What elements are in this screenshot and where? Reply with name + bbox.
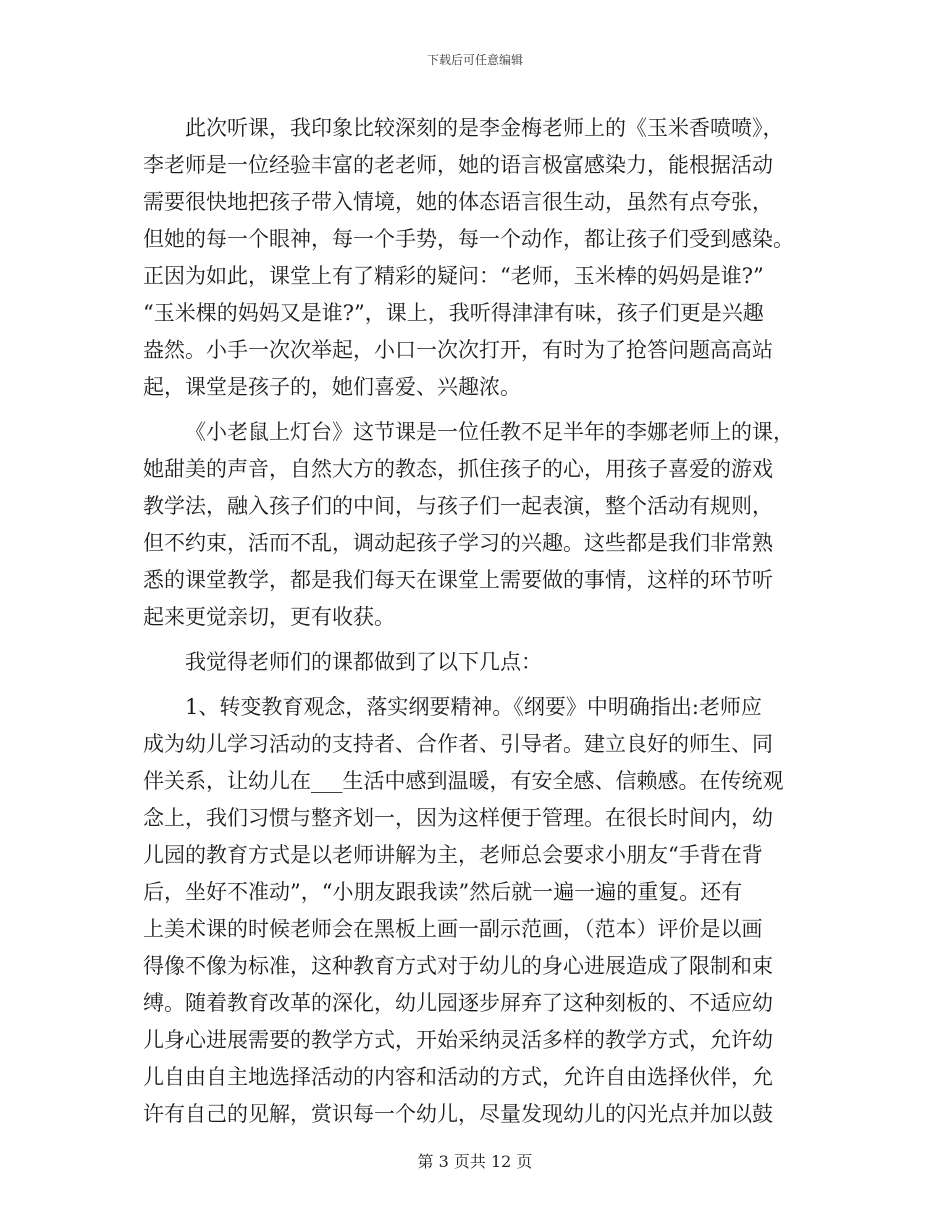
paragraph-line: 悉的课堂教学，都是我们每天在课堂上需要做的事情，这样的环节听 [143, 568, 773, 592]
paragraph-line: 我觉得老师们的课都做到了以下几点： [185, 650, 542, 674]
paragraph-line: 儿园的教育方式是以老师讲解为主，老师总会要求小朋友“手背在背 [143, 843, 763, 867]
paragraph-line: 后，坐好不准动”，“小朋友跟我读”然后就一遍一遍的重复。还有 [143, 880, 743, 904]
paragraph-line: 正因为如此，课堂上有了精彩的疑问：“老师，玉米棒的妈妈是谁?” [143, 264, 764, 288]
paragraph-line: 李老师是一位经验丰富的老老师，她的语言极富感染力，能根据活动 [143, 153, 773, 177]
paragraph-line: 念上，我们习惯与整齐划一，因为这样便于管理。在很长时间内，幼 [143, 806, 773, 830]
paragraph-line: 上美术课的时候老师会在黑板上画一副示范画，（范本）评价是以画 [143, 917, 763, 941]
page-header: 下载后可任意编辑 [426, 53, 523, 67]
paragraph-line: 儿自由自主地选择活动的内容和活动的方式，允许自由选择伙伴，允 [143, 1065, 773, 1089]
paragraph-line: “玉米棵的妈妈又是谁?”，课上，我听得津津有味，孩子们更是兴趣 [143, 301, 764, 325]
paragraph-line: 儿身心进展需要的教学方式，开始采纳灵活多样的教学方式，允许幼 [143, 1028, 773, 1052]
paragraph-line: 教学法，融入孩子们的中间，与孩子们一起表演，整个活动有规则， [143, 494, 773, 518]
paragraph-line: 盎然。小手一次次举起，小口一次次打开，有时为了抢答问题高高站 [143, 338, 773, 362]
paragraph-line: 起，课堂是孩子的，她们喜爱、兴趣浓。 [143, 375, 521, 399]
paragraph-line: 她甜美的声音，自然大方的教态，抓住孩子的心，用孩子喜爱的游戏 [143, 457, 773, 481]
paragraph-line: 得像不像为标准，这种教育方式对于幼儿的身心进展造成了限制和束 [143, 954, 773, 978]
paragraph-line: 此次听课，我印象比较深刻的是李金梅老师上的《玉米香喷喷》， [185, 116, 784, 140]
paragraph-line: 伴关系，让幼儿在___生活中感到温暖，有安全感、信赖感。在传统观 [143, 769, 784, 793]
paragraph-line: 许有自己的见解，赏识每一个幼儿，尽量发现幼儿的闪光点并加以鼓 [143, 1102, 773, 1126]
paragraph-line: 需要很快地把孩子带入情境，她的体态语言很生动，虽然有点夸张， [143, 190, 773, 214]
paragraph-line: 《小老鼠上灯台》这节课是一位任教不足半年的李娜老师上的课， [185, 420, 794, 444]
paragraph-line: 1、转变教育观念，落实纲要精神。《纲要》中明确指出:老师应 [185, 695, 762, 719]
paragraph-line: 但她的每一个眼神，每一个手势，每一个动作，都让孩子们受到感染。 [143, 227, 794, 251]
paragraph-line: 起来更觉亲切，更有收获。 [143, 605, 395, 629]
page-number: 第 3 页共 12 页 [417, 1152, 533, 1171]
paragraph-line: 缚。随着教育改革的深化，幼儿园逐步屏弃了这种刻板的、不适应幼 [143, 991, 773, 1015]
document-body [143, 110, 807, 1133]
paragraph-line: 但不约束，活而不乱，调动起孩子学习的兴趣。这些都是我们非常熟 [143, 531, 773, 555]
paragraph-line: 成为幼儿学习活动的支持者、合作者、引导者。建立良好的师生、同 [143, 732, 773, 756]
